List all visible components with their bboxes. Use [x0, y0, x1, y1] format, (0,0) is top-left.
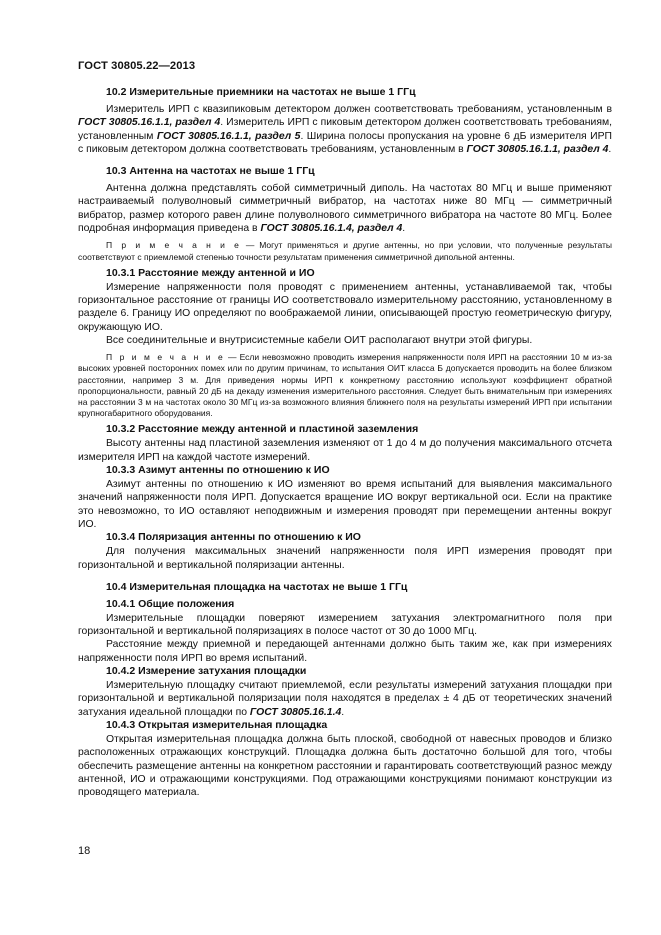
text-run: Измерительную площадку считают приемлемой, если результаты измерений затухания площадки при горизонтальной и вертикальной поляризации поля находятся в пределах ± 4 дБ от теоретических значений затухания идеальной площадки по	[78, 680, 612, 718]
section-10-3-1-paragraph-1: Измерение напряженности поля проводят с применением антенны, устанавливаемой так, чтобы горизонтальное расстояние от границы ИО соответствовало измерительному расстоянию, установленному в разделе 6. Границу ИО определяют по воображаемой линии, описывающей простую геометрическую фигуру, окружающую ИО.	[78, 281, 612, 333]
section-10-4-3-heading: 10.4.3 Открытая измерительная площадка	[106, 718, 328, 731]
text-run: . Ширина полосы пропускания на уровне 6 дБ измерителя ИРП с пиковым детектором должна соответствовать требованиям, установленным в	[78, 130, 613, 155]
gost-reference: ГОСТ 30805.16.1.1, раздел 5	[156, 130, 301, 142]
section-10-4-heading: 10.4 Измерительная площадка на частотах не выше 1 ГГц	[106, 580, 408, 593]
note-label: П р и м е ч а н и е	[106, 352, 225, 363]
section-10-3-4-paragraph: Для получения максимальных значений напряженности поля ИРП измерения проводят при горизонтальной и вертикальной поляризации антенны.	[78, 546, 612, 571]
text-run: Антенна должна представлять собой симметричный диполь. На частотах 80 МГц и выше применяют настраиваемый полуволновый симметричный вибратор, на частотах ниже 80 МГц — симметричный вибратор, размер которого равен длине полуволнового симметричного вибратора на частоте 80 МГц. Более подробная информация приведена в	[78, 183, 612, 235]
section-10-4-1-paragraph-2: Расстояние между приемной и передающей антеннами должно быть таким же, как при измерениях напряженности поля ИРП во время испытаний.	[78, 639, 612, 664]
gost-reference: ГОСТ 30805.16.1.4	[249, 706, 342, 718]
section-10-4-1-paragraph-1: Измерительные площадки поверяют измерением затухания электромагнитного поля при горизонтальной и вертикальной поляризациях в полосе частот от 30 до 1000 МГц.	[78, 612, 612, 638]
gost-reference: ГОСТ 30805.16.1.4, раздел 4	[260, 223, 403, 235]
section-10-3-heading: 10.3 Антенна на частотах не выше 1 ГГц	[106, 165, 315, 178]
gost-reference: ГОСТ 30805.16.1.1, раздел 4	[466, 143, 609, 155]
document-body	[78, 86, 612, 799]
section-10-2-paragraph	[78, 103, 612, 156]
text-run: .	[608, 143, 612, 155]
section-10-4-2-paragraph	[78, 679, 612, 719]
document-header: ГОСТ 30805.22—2013	[78, 60, 196, 72]
section-10-3-1-heading: 10.3.1 Расстояние между антенной и ИО	[106, 266, 315, 279]
page-number: 18	[78, 845, 91, 857]
gost-reference: ГОСТ 30805.16.1.1, раздел 4	[78, 117, 221, 129]
note-text: — Могут применяться и другие антенны, но при условии, что полученные результаты соответствуют с приемлемой степенью точности результатам применения симметричной дипольной антенны.	[78, 240, 612, 262]
section-10-4-3-paragraph: Открытая измерительная площадка должна быть плоской, свободной от навесных проводов и близко расположенных отражающих конструкций. Площадка должна быть достаточно большой для того, чтобы обеспечить размещение антенны на конкретном расстоянии и гарантировать соответствующий разнос между антенной, ИО и отражающими конструкциями. Под отражающими конструкциями понимают конструкции из проводящего материала.	[78, 733, 612, 799]
section-10-3-1-note	[78, 352, 612, 419]
text-run: Измеритель ИРП с квазипиковым детектором должен соответствовать требованиям, установленным в	[106, 104, 612, 115]
section-10-2-heading: 10.2 Измерительные приемники на частотах не выше 1 ГГц	[106, 86, 416, 98]
section-10-4-1-heading: 10.4.1 Общие положения	[106, 597, 235, 610]
section-10-3-1-paragraph-2: Все соединительные и внутрисистемные кабели ОИТ располагают внутри этой фигуры.	[106, 334, 533, 346]
note-label: П р и м е ч а н и е	[106, 240, 242, 251]
section-10-3-3-paragraph: Азимут антенны по отношению к ИО изменяют во время испытаний для выявления максимального значений напряженности поля ИРП. Допускается вращение ИО вокруг вертикальной оси. Если на практике это невозможно, то ИО оставляют неподвижным и измерения проводят при перемещении антенны вокруг ИО.	[78, 479, 612, 530]
note-text: — Если невозможно проводить измерения напряженности поля ИРП на расстоянии 10 м из-за высоких уровней посторонних помех или по другим причинам, то испытания ОИТ класса Б допускается проводить на более близком расстоянии, например 3 м. Для приведения нормы ИРП к конкретному расстоянию используют коэффициент обратной пропорциональности, равный 20 дБ на декаду изменения измерительного расстояния. Следует быть внимательным при измерениях на расстоянии 3 м на частотах около 30 МГц из-за возможного влияния ближнего поля на результаты измерений ИРП при испытании крупногабаритного оборудования.	[78, 352, 612, 419]
section-10-3-3-heading: 10.3.3 Азимут антенны по отношению к ИО	[106, 464, 330, 477]
section-10-4-2-heading: 10.4.2 Измерение затухания площадки	[106, 665, 307, 678]
section-10-3-note	[78, 240, 612, 262]
section-10-3-2-paragraph: Высоту антенны над пластиной заземления изменяют от 1 до 4 м до получения максимального отсчета измерителя ИРП на каждой частоте измерений.	[78, 438, 612, 463]
section-10-3-4-heading: 10.3.4 Поляризация антенны по отношению к ИО	[106, 531, 361, 544]
text-run: . Измеритель ИРП с пиковым детектором должен соответствовать требованиям, установленным	[78, 117, 612, 142]
text-run: .	[402, 223, 406, 235]
text-run: .	[341, 706, 345, 718]
section-10-3-paragraph	[78, 182, 612, 235]
section-10-3-2-heading: 10.3.2 Расстояние между антенной и пластиной заземления	[106, 423, 419, 436]
